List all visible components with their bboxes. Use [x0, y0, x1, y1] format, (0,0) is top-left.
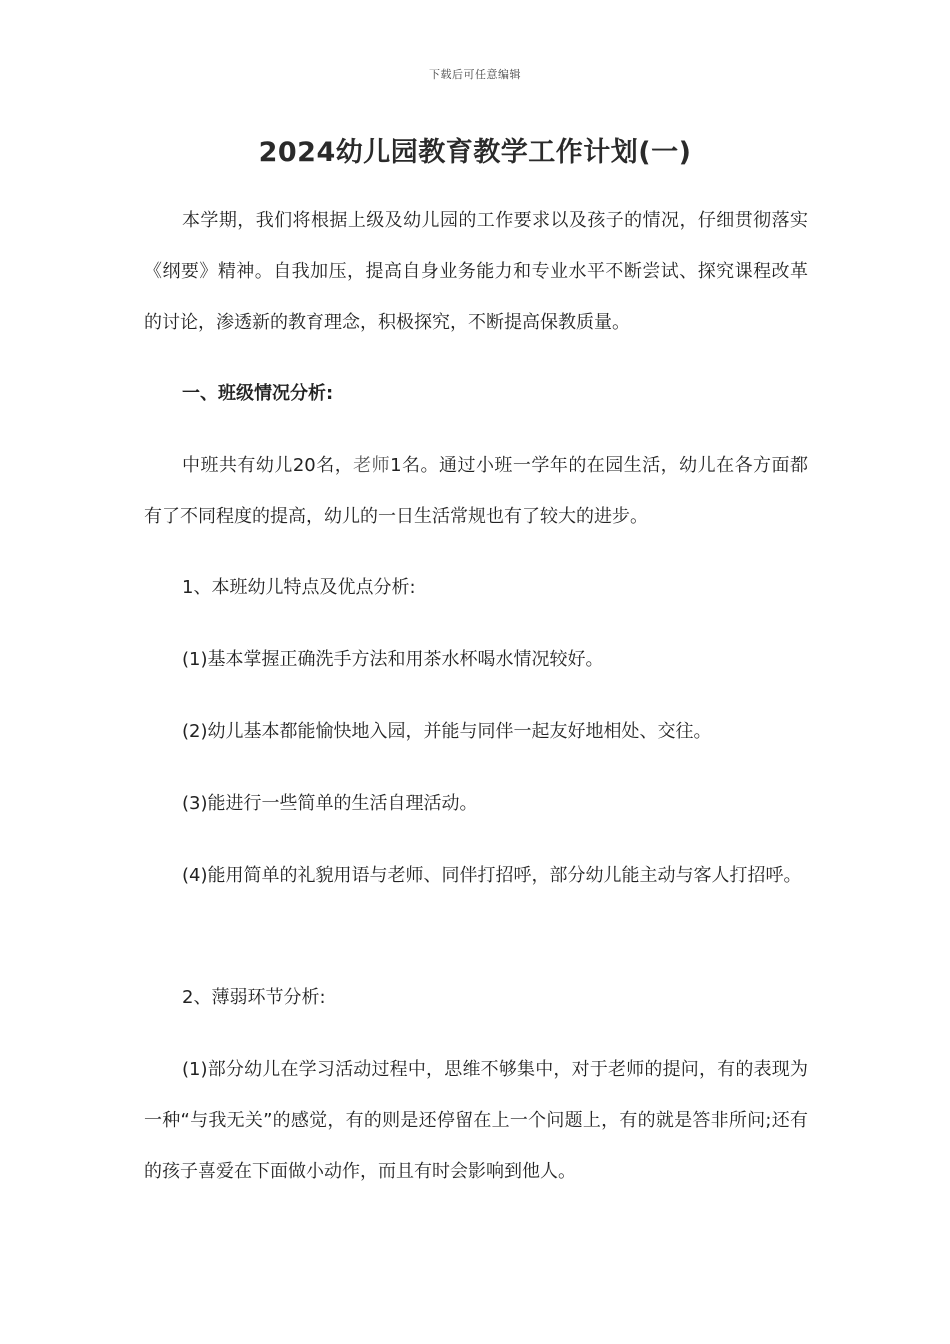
class-info-teacher-word: 老师	[353, 455, 391, 476]
header-note: 下载后可任意编辑	[429, 68, 521, 81]
subheading-strengths: 1、本班幼儿特点及优点分析:	[182, 577, 416, 598]
strength-item: (3)能进行一些简单的生活自理活动。	[182, 793, 478, 814]
section-heading-class-analysis: 一、班级情况分析:	[182, 383, 334, 404]
class-info-text-2: 1名。通过小班一学年的在园生活，幼儿在各方面都有了不同程度的提高，幼儿的一日生活常规也有了较大的进步。	[144, 455, 809, 527]
intro-paragraph: 本学期，我们将根据上级及幼儿园的工作要求以及孩子的情况，仔细贯彻落实《纲要》精神。自我加压，提高自身业务能力和专业水平不断尝试、探究课程改革的讨论，渗透新的教育理念，积极探究，不断提高保教质量。	[144, 210, 808, 333]
strength-item: (2)幼儿基本都能愉快地入园，并能与同伴一起友好地相处、交往。	[182, 721, 712, 742]
class-info-text-1: 中班共有幼儿20名，	[182, 455, 354, 476]
class-info-paragraph	[144, 440, 808, 542]
document-title: 2024幼儿园教育教学工作计划(一)	[258, 137, 692, 168]
subheading-weaknesses: 2、薄弱环节分析:	[182, 987, 326, 1008]
weakness-item: (1)部分幼儿在学习活动过程中，思维不够集中，对于老师的提问，有的表现为一种“与我无关”的感觉，有的则是还停留在上一个问题上，有的就是答非所问;还有的孩子喜爱在下面做小动作，而且有时会影响到他人。	[144, 1059, 808, 1182]
strength-item: (4)能用简单的礼貌用语与老师、同伴打招呼，部分幼儿能主动与客人打招呼。	[182, 865, 802, 886]
strength-item: (1)基本掌握正确洗手方法和用茶水杯喝水情况较好。	[182, 649, 604, 670]
